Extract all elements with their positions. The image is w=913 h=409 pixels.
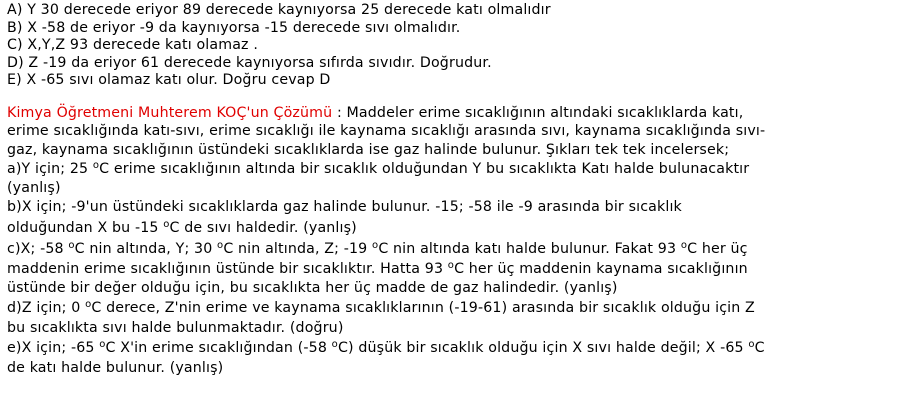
solution-intro-line-3: gaz, kaynama sıcaklığının üstündeki sıcaklıklarda ise gaz halinde bulunur. Şıkları tek tek incelersek; (7, 142, 730, 159)
degree-symbol: o (447, 260, 455, 272)
degree-symbol: o (217, 240, 224, 252)
solution-author: Kimya Öğretmeni Muhterem KOÇ'un Çözümü (7, 104, 333, 121)
solution-a-line-2: (yanlış) (7, 179, 61, 196)
degree-symbol: o (680, 240, 688, 252)
option-a: A) Y 30 derecede eriyor 89 derecede kaynıyorsa 25 derecede katı olmalıdır (7, 2, 551, 18)
solution-a-line-1: a)Y için; 25 $^o$C erime sıcaklığının altında bir sıcaklık olduğundan Y bu sıcaklıkta Katı halde bulunacaktır (7, 159, 750, 177)
solution-intro-line-1: Kimya Öğretmeni Muhterem KOÇ'un Çözümü : Maddeler erime sıcaklığının altındaki sıcaklıklarda katı, (7, 104, 744, 121)
degree-symbol: o (748, 338, 755, 350)
degree-symbol: o (331, 338, 338, 350)
degree-symbol: o (92, 159, 100, 171)
solution-section (7, 104, 913, 378)
solution-intro-line-2: erime sıcaklığında katı-sıvı, erime sıcaklığı ile kaynama sıcaklığı arasında sıvı, kaynama sıcaklığında sıvı- (7, 123, 766, 140)
solution-b-line-1: b)X için; -9'un üstündeki sıcaklıklarda gaz halinde bulunur. -15; -58 ile -9 arasında bir sıcaklık (7, 199, 682, 216)
solution-c-line-2: maddenin erime sıcaklığının üstünde bir sıcaklıktır. Hatta 93 $^o$C her üç maddenin kaynama sıcaklığının (7, 260, 748, 278)
option-e: E) X -65 sıvı olamaz katı olur. Doğru cevap D (7, 72, 331, 88)
spacer (7, 90, 913, 104)
solution-e-line-1: e)X için; -65 $^o$C X'in erime sıcaklığından (-58 $^o$C) düşük bir sıcaklık olduğu için X sıvı halde değil; X -65 $^o$C (7, 338, 765, 356)
solution-c-line-1: c)X; -58 $^o$C nin altında, Y; 30 $^o$C nin altında, Z; -19 $^o$C nin altında katı halde bulunur. Fakat 93 $^o$C her üç (7, 240, 748, 258)
answer-options (7, 2, 913, 90)
degree-symbol: o (68, 240, 75, 252)
solution-c-line-3: üstünde bir değer olduğu için, bu sıcaklıkta her üç madde de gaz halindedir. (yanlış) (7, 280, 618, 297)
solution-e-line-2: de katı halde bulunur. (yanlış) (7, 359, 224, 376)
degree-symbol: o (372, 240, 379, 252)
solution-d-line-2: bu sıcaklıkta sıvı halde bulunmaktadır. (doğru) (7, 320, 344, 337)
degree-symbol: o (99, 338, 106, 350)
degree-symbol: o (163, 219, 170, 231)
option-d: D) Z -19 da eriyor 61 derecede kaynıyorsa sıfırda sıvıdır. Doğrudur. (7, 54, 492, 71)
option-c: C) X,Y,Z 93 derecede katı olamaz . (7, 37, 258, 53)
solution-d-line-1: d)Z için; 0 $^o$C derece, Z'nin erime ve kaynama sıcaklıklarının (-19-61) arasında bir sıcaklık olduğu için Z (7, 299, 755, 317)
solution-b-line-2: olduğundan X bu -15 $^o$C de sıvı haldedir. (yanlış) (7, 219, 357, 237)
option-b: B) X -58 de eriyor -9 da kaynıyorsa -15 derecede sıvı olmalıdır. (7, 19, 461, 36)
degree-symbol: o (85, 299, 92, 311)
